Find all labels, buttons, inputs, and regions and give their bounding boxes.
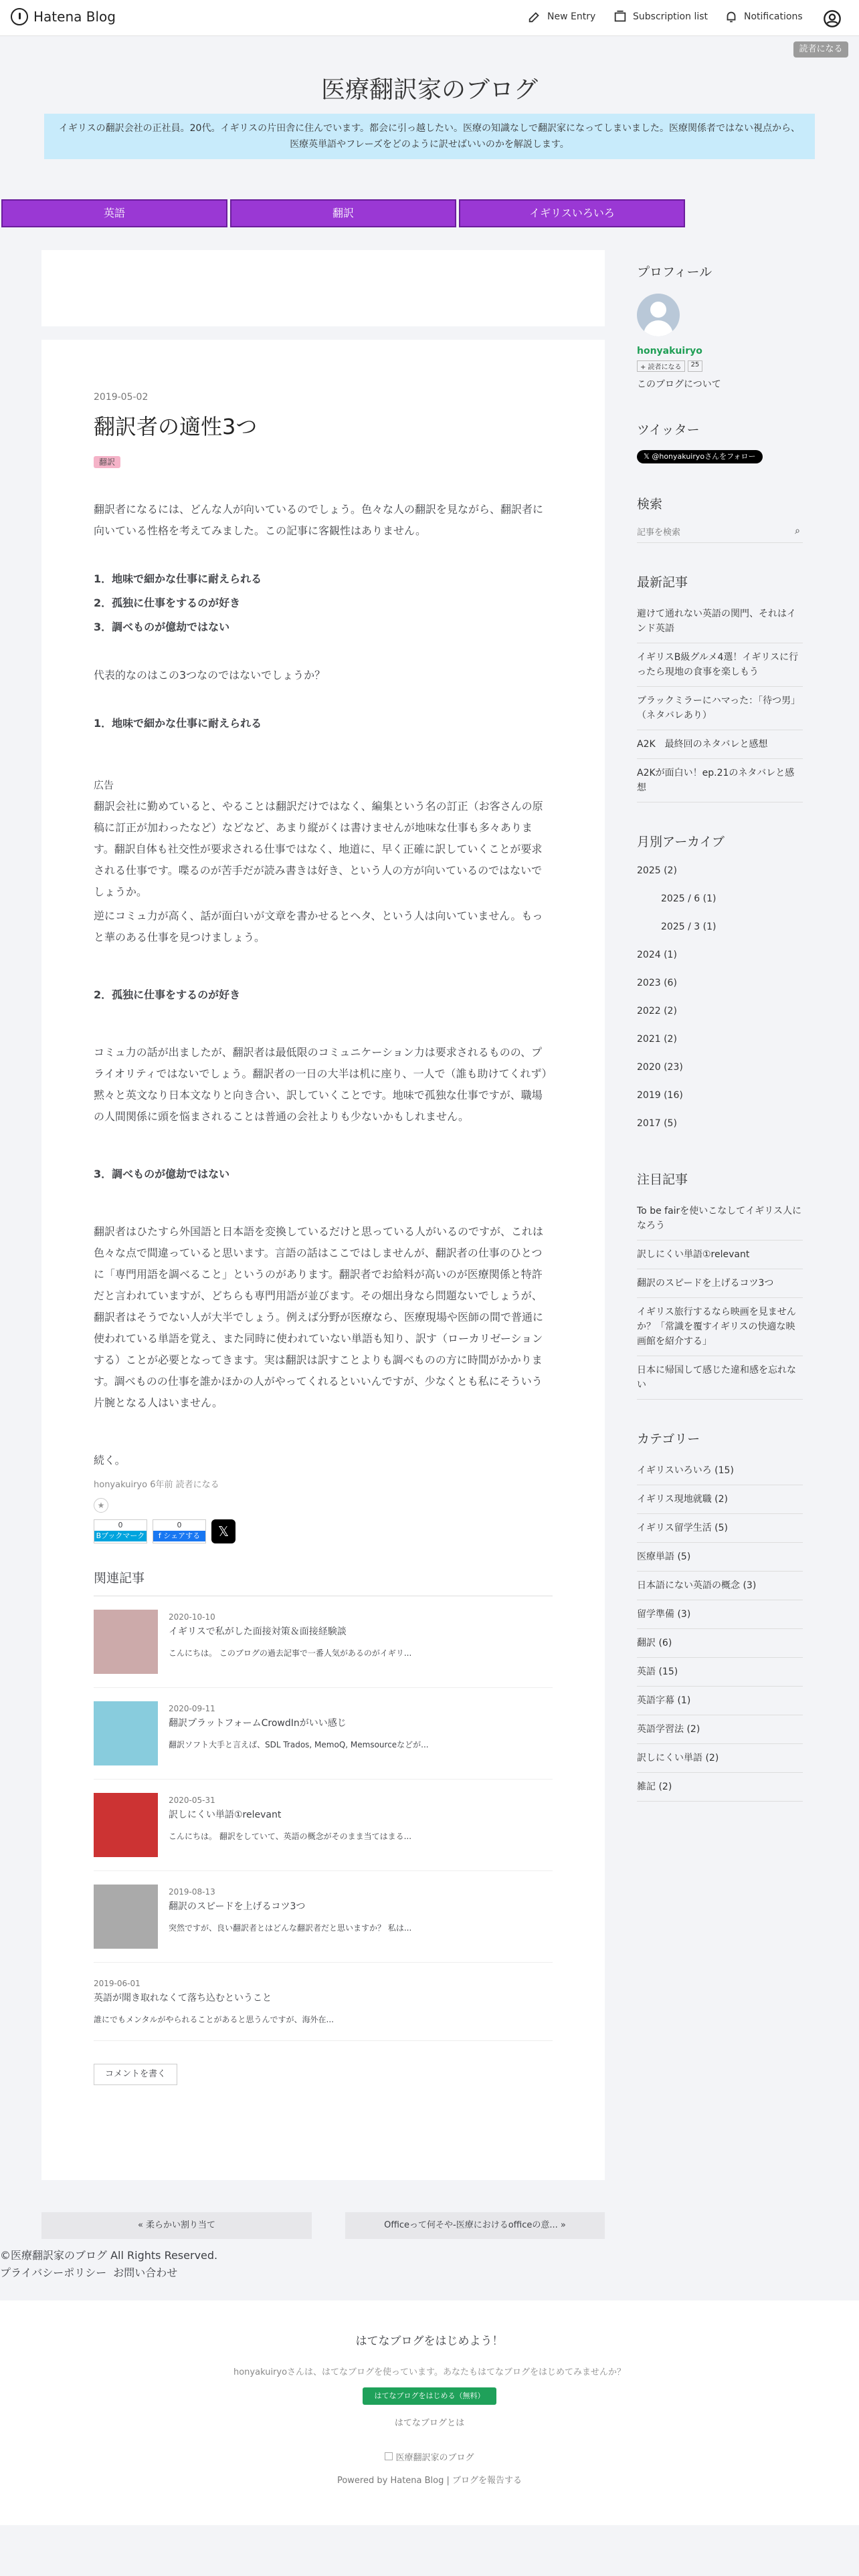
archive-item[interactable]: 2025 / 6 (1) (661, 893, 717, 904)
notifications-link[interactable] (724, 9, 803, 24)
contact-link[interactable]: お問い合わせ (113, 2266, 178, 2279)
popular-title: 注目記事 (637, 1172, 688, 1187)
recent-item[interactable]: イギリスB級グルメ4選！イギリスに行ったら現地の食事を楽しもう (637, 643, 803, 687)
archive-item[interactable]: 2023 (6) (637, 978, 677, 988)
related-text (169, 1610, 411, 1674)
sidebar (637, 262, 803, 1802)
related-date: 2020-05-31 (169, 1796, 215, 1805)
related-title[interactable]: イギリスで私がした面接対策＆面接経験談 (169, 1626, 347, 1637)
categories-item[interactable]: 英語 (15) (637, 1658, 803, 1687)
pencil-icon (527, 9, 542, 24)
section-1-paragraph: 翻訳会社に勤めていると、やることは翻訳だけではなく、編集という名の訂正（お客さんの原稿に訂正が加わったなど）などなど、あまり縦がくは書けませんが地味な仕事も多々あります。翻訳自体も社交性が要求される仕事ではなく、地道に、早く正確に訳していくことが要求される仕事です。喋るのが苦手だが読み書きは好き、という人の方が向いているのではないでしょうか。 (94, 800, 543, 898)
list-item: 2．孤独に仕事をするのが好き (94, 597, 241, 609)
archive-title: 月別アーカイブ (637, 835, 725, 849)
related-title[interactable]: 英語が聞き取れなくて落ち込むということ (94, 1993, 272, 2004)
subscribe-reader-button[interactable]: 読者になる (793, 41, 848, 58)
related-item[interactable] (94, 1688, 553, 1780)
recent-list (637, 600, 803, 802)
archive-list (637, 859, 803, 1140)
about-blog-link[interactable]: このブログについて (637, 379, 721, 390)
categories-item[interactable]: 訳しにくい単語 (2) (637, 1744, 803, 1773)
share-buttons (94, 1519, 553, 1543)
related-text (94, 1976, 334, 2027)
user-menu[interactable] (823, 9, 842, 28)
related-text (169, 1885, 411, 1949)
reader-count: 25 (688, 360, 703, 372)
related-date: 2019-08-13 (169, 1887, 215, 1897)
popular-list (637, 1197, 803, 1400)
related-excerpt: 誰にでもメンタルがやられることがあると思うんですが、海外在... (94, 2015, 334, 2024)
section-heading-2: 2．孤独に仕事をするのが好き (94, 988, 241, 1001)
related-thumbnail[interactable] (94, 1610, 158, 1674)
ad-box (41, 250, 605, 326)
related-title[interactable]: 翻訳プラットフォームCrowdInがいい感じ (169, 1718, 347, 1729)
related-thumbnail[interactable] (94, 1885, 158, 1949)
recent-item[interactable]: ブラックミラーにハマった：「待つ男」（ネタバレあり） (637, 687, 803, 730)
menu-item-translation[interactable]: 翻訳 (230, 199, 456, 227)
hatena-promo (0, 2300, 859, 2525)
prev-entry-link[interactable]: « 柔らかい割り当て (41, 2212, 312, 2239)
related-item[interactable] (94, 1871, 553, 1963)
categories-item[interactable]: イギリス留学生活 (5) (637, 1514, 803, 1543)
archive-item[interactable]: 2019 (16) (637, 1090, 683, 1101)
hatena-blog-logo[interactable] (11, 8, 116, 25)
related-excerpt: 翻訳ソフト大手と言えば、SDL Trados, MemoQ, Memsourceなどが... (169, 1740, 429, 1749)
notifications-label: Notifications (744, 11, 803, 22)
avatar[interactable] (637, 294, 680, 336)
recent-item[interactable]: A2K 最終回のネタバレと感想 (637, 730, 803, 759)
archive-item[interactable]: 2017 (5) (637, 1118, 677, 1129)
profile-title: プロフィール (637, 265, 712, 280)
subscription-link[interactable] (613, 9, 708, 24)
global-header (0, 0, 859, 36)
popular-item[interactable]: To be fairを使いこなしてイギリス人になろう (637, 1197, 803, 1241)
footer-blog-name-label: 医療翻訳家のブログ (395, 2453, 474, 2463)
bookmark-count: 0 (118, 1521, 123, 1529)
search-icon[interactable]: ⌕ (795, 526, 800, 536)
share-label: f シェアする (153, 1531, 205, 1541)
search-input[interactable] (637, 523, 803, 542)
archive-item[interactable]: 2021 (2) (637, 1034, 677, 1045)
search-title: 検索 (637, 497, 663, 512)
entry-title[interactable]: 翻訳者の適性3つ (94, 414, 258, 439)
promo-title: はてなブログをはじめよう！ (355, 2335, 504, 2348)
hatena-bookmark-button[interactable] (94, 1519, 147, 1543)
entry-category-tag[interactable]: 翻訳 (94, 456, 120, 468)
recent-item[interactable]: 避けて通れない英語の関門、それはインド英語 (637, 600, 803, 643)
hatena-logo-icon (11, 8, 28, 25)
twitter-title: ツイッター (637, 423, 700, 437)
about-hatena-link[interactable]: はてなブログとは (394, 2418, 465, 2428)
related-item[interactable] (94, 1963, 553, 2041)
start-blog-button[interactable]: はてなブログをはじめる（無料） (363, 2387, 496, 2405)
profile-reader-button[interactable]: + 読者になる (637, 360, 685, 372)
twitter-follow-button[interactable]: 𝕏 @honyakuiryoさんをフォロー (637, 450, 763, 463)
popular-item[interactable]: 翻訳のスピードを上げるコツ3つ (637, 1269, 803, 1298)
star-icon[interactable]: ★ (94, 1498, 108, 1513)
entry-question: 代表的なのはこの3つなのではないでしょうか？ (94, 669, 326, 681)
related-title[interactable]: 翻訳のスピードを上げるコツ3つ (169, 1901, 306, 1912)
bell-icon (724, 9, 739, 24)
related-date: 2020-10-10 (169, 1612, 215, 1622)
section-1-paragraph-2: 逆にコミュ力が高く、話が面白いが文章を書かせるとヘタ、という人は向いていません。もっと華のある仕事を見つけましょう。 (94, 909, 543, 944)
new-entry-label: New Entry (547, 11, 596, 22)
share-count: 0 (177, 1521, 182, 1529)
category-list (637, 1457, 803, 1802)
write-comment-button[interactable]: コメントを書く (94, 2064, 177, 2085)
search-box (637, 523, 803, 543)
copyright: ©医療翻訳家のブログ All Rights Reserved. (0, 2249, 218, 2262)
subscription-icon (613, 9, 628, 24)
categories-item[interactable]: 英語字幕 (1) (637, 1687, 803, 1715)
related-text (169, 1793, 411, 1857)
related-thumbnail[interactable] (94, 1793, 158, 1857)
menu-item-english[interactable]: 英語 (1, 199, 227, 227)
section-2-paragraph: コミュ力の話が出ましたが、翻訳者は最低限のコミュニケーション力は要求されるものの、プライオリティではないでしょう。翻訳者の一日の大半は机に座り、一人で（誰も助けてくれず）黙々と英文なり日本文なりと向き合い、訳していくことです。地味で孤独な仕事ですが、職場の人間関係に頭を悩まされることは普通の会社よりも少ないかもしれません。 (94, 1046, 553, 1123)
archive-item[interactable]: 2022 (2) (637, 1006, 677, 1016)
recent-item[interactable]: A2Kが面白い！ep.21のネタバレと感想 (637, 759, 803, 802)
entry-date[interactable]: 2019-05-02 (94, 392, 149, 403)
blog-description: イギリスの翻訳会社の正社員。20代。イギリスの片田舎に住んでいます。都会に引っ越したい。医療の知識なしで翻訳家になってしまいました。医療関係者ではない視点から、医療英単語やフレーズをどのように訳せばいいのかを解説します。 (44, 114, 815, 159)
bookmark-label: Bブックマーク (94, 1531, 147, 1541)
archive-item[interactable]: 2025 (2) (637, 865, 677, 876)
archive-item[interactable]: 2020 (23) (637, 1062, 683, 1073)
list-item: 3．調べものが億劫ではない (94, 621, 230, 633)
entry-list (94, 568, 553, 638)
section-heading-1: 1．地味で細かな仕事に耐えられる (94, 717, 262, 730)
related-date: 2019-06-01 (94, 1979, 140, 1988)
related-list (94, 1596, 553, 2041)
entry-footer-meta[interactable]: honyakuiryo 6年前 読者になる (94, 1480, 219, 1490)
profile-reader (637, 360, 803, 372)
related-text (169, 1701, 429, 1765)
facebook-share-button[interactable] (153, 1519, 206, 1543)
brand-name: Hatena Blog (33, 9, 116, 25)
recent-title: 最新記事 (637, 575, 688, 590)
categories-item[interactable]: イギリスいろいろ (15) (637, 1457, 803, 1485)
twitter-follow-label: @honyakuiryoさんをフォロー (652, 452, 756, 461)
blog-title[interactable]: 医療翻訳家のブログ (320, 76, 538, 104)
related-item[interactable] (94, 1596, 553, 1688)
related-excerpt: 突然ですが、良い翻訳者とはどんな翻訳者だと思いますか？ 私は... (169, 1923, 412, 1933)
global-menu (1, 199, 685, 227)
blog-favicon-icon (385, 2452, 393, 2460)
related-excerpt: こんにちは。 このブログの過去記事で一番人気があるのがイギリ... (169, 1648, 412, 1658)
menu-item-uk[interactable]: イギリスいろいろ (459, 199, 685, 227)
related-thumbnail[interactable] (94, 1701, 158, 1765)
user-icon (823, 9, 842, 28)
categories-item[interactable]: 日本語にない英語の概念 (3) (637, 1572, 803, 1600)
related-excerpt: こんにちは。 翻訳をしていて、英語の概念がそのまま当てはまる... (169, 1832, 412, 1841)
archive-item[interactable]: 2025 / 3 (1) (661, 922, 717, 932)
entry-intro: 翻訳者になるには、どんな人が向いているのでしょう。色々な人の翻訳を見ながら、翻訳者に向いている性格を考えてみました。この記事に客観性はありません。 (94, 503, 544, 537)
section-3-paragraph: 翻訳者はひたすら外国語と日本語を変換しているだけと思っている人がいるのですが、これは色々な点で間違っていると思います。言語の話はここではしませんが、翻訳者の仕事のひとつに「専門用語を調べること」というのがあります。翻訳者でお給料が高いのが医療関係と特許だと言われていますが、どちらも専門用語が並びます。その畑出身なら問題ないでしょうが、翻訳者はそうでない人が大半でしょう。例えば分野が医療なら、医療現場や医師の間で普通に使われている単語を覚え、また同時に使われていない単語も知り、訳す（ローカリゼーションする）ことが必要となってきます。実は翻訳は訳すことよりも調べものの方に時間がかかります。調べものの仕事を誰かほかの人がやってくれるといいんですが、少なくとも私にそういう片腕となる人はいません。 (94, 1225, 544, 1409)
related-date: 2020-09-11 (169, 1704, 215, 1713)
main-article (41, 340, 605, 2180)
footer-blog-name[interactable] (0, 2450, 859, 2463)
list-item: 1．地味で細かな仕事に耐えられる (94, 572, 262, 585)
popular-item[interactable]: 訳しにくい単語①relevant (637, 1241, 803, 1269)
profile-id[interactable]: honyakuiryo (637, 346, 702, 356)
footer-links (0, 2264, 177, 2282)
categories-item[interactable]: 翻訳 (6) (637, 1629, 803, 1658)
related-item[interactable] (94, 1780, 553, 1871)
categories-item[interactable]: 医療単語 (5) (637, 1543, 803, 1572)
ad-label: 広告 (94, 779, 114, 791)
category-title: カテゴリー (637, 1432, 700, 1446)
archive-item[interactable]: 2024 (1) (637, 950, 677, 960)
powered-by[interactable]: Powered by Hatena Blog | ブログを報告する (337, 2476, 522, 2486)
subscription-label: Subscription list (633, 11, 708, 22)
related-title[interactable]: 訳しにくい単語①relevant (169, 1810, 282, 1820)
x-share-icon[interactable]: 𝕏 (211, 1519, 235, 1543)
categories-item[interactable]: イギリス現地就職 (2) (637, 1485, 803, 1514)
privacy-link[interactable]: プライバシーポリシー (0, 2266, 107, 2279)
next-entry-link[interactable]: Officeって何そや-医療におけるofficeの意... » (345, 2212, 605, 2239)
entry-continue: 続く。 (94, 1454, 126, 1467)
categories-item[interactable]: 英語学習法 (2) (637, 1715, 803, 1744)
categories-item[interactable]: 留学準備 (3) (637, 1600, 803, 1629)
new-entry-link[interactable] (527, 9, 595, 24)
section-heading-3: 3．調べものが億劫ではない (94, 1168, 230, 1180)
popular-item[interactable]: 日本に帰国して感じた違和感を忘れない (637, 1356, 803, 1400)
categories-item[interactable]: 雑記 (2) (637, 1773, 803, 1802)
related-title: 関連記事 (94, 1568, 553, 1596)
promo-text: honyakuiryoさんは、はてなブログを使っています。あなたもはてなブログをはじめてみませんか？ (233, 2367, 626, 2377)
popular-item[interactable]: イギリス旅行するなら映画を見ませんか？「常識を覆すイギリスの快適な映画館を紹介する」 (637, 1298, 803, 1356)
